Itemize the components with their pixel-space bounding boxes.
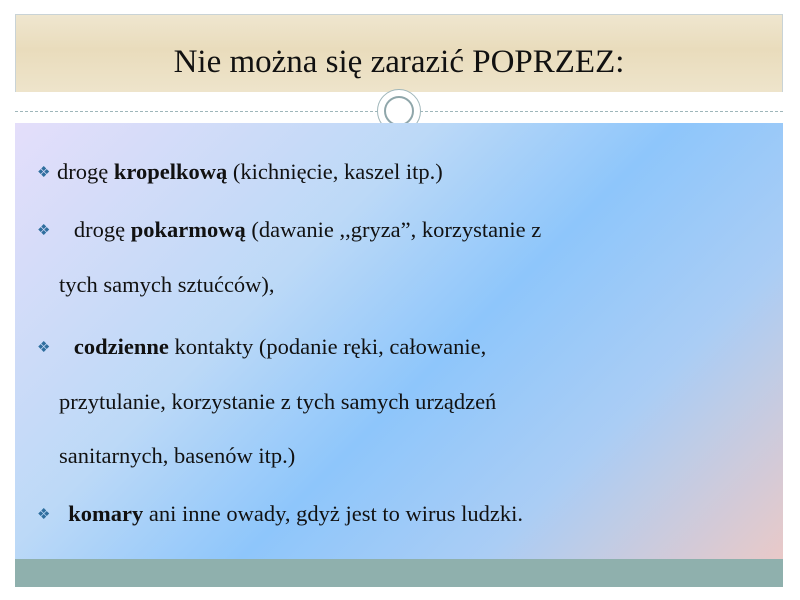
item-1-text: (kichnięcie, kaszel itp.) (227, 159, 443, 184)
item-2-lead: drogę (73, 217, 131, 242)
item-2-bold: pokarmową (130, 217, 246, 242)
bullet-item-2 (37, 216, 737, 299)
item-3-text-cont1: przytulanie, korzystanie z tych samych urządzeń (59, 389, 497, 414)
slide-title: Nie można się zarazić POPRZEZ: (173, 44, 625, 80)
item-1-bold: kropelkową (113, 159, 228, 184)
bullet-item-1 (37, 158, 737, 187)
diamond-bullet-icon: ❖ (37, 223, 51, 239)
bullet-item-4 (37, 500, 737, 529)
bullet-item-3 (37, 333, 737, 470)
item-4-text: ani inne owady, gdyż jest to wirus ludzki. (143, 501, 523, 526)
item-2-text-cont: tych samych sztućców), (59, 272, 275, 297)
item-3-bold: codzienne (73, 334, 169, 359)
item-3-text: kontakty (podanie ręki, całowanie, (168, 334, 487, 359)
item-3-text-cont2: sanitarnych, basenów itp.) (59, 443, 296, 468)
diamond-bullet-icon: ❖ (37, 507, 51, 523)
diamond-bullet-icon: ❖ (37, 340, 51, 356)
bottom-bar (15, 559, 783, 587)
item-2-text: (dawanie ,,gryza”, korzystanie z (245, 217, 542, 242)
item-4-bold: komary (68, 501, 144, 526)
item-1-lead: drogę (57, 159, 114, 184)
diamond-bullet-icon: ❖ (37, 165, 51, 181)
